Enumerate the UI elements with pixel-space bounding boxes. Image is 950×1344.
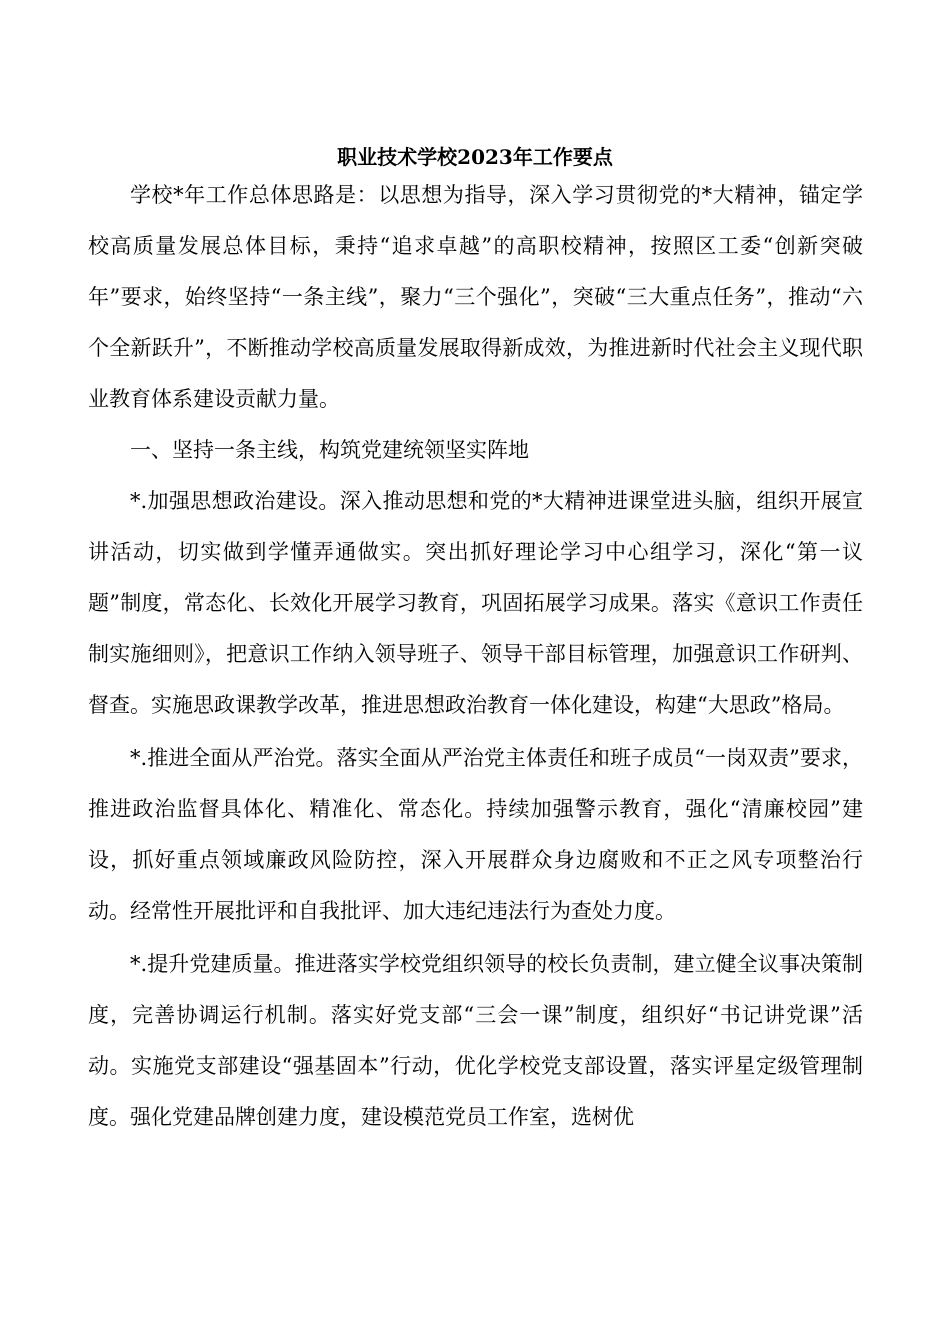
item-paragraph-3: *.提升党建质量。推进落实学校党组织领导的校长负责制，建立健全议事决策制度，完善协调运行机制。落实好党支部“三会一课”制度，组织好“书记讲党课”活动。实施党支部建设“强基固本”行动，优化学校党支部设置，落实评星定级管理制度。强化党建品牌创建力度，建设模范党员工作室，选树优 xyxy=(88,952,863,1129)
document-body xyxy=(88,170,863,1143)
item-paragraph-2: *.推进全面从严治党。落实全面从严治党主体责任和班子成员“一岗双责”要求，推进政治监督具体化、精准化、常态化。持续加强警示教育，强化“清廉校园”建设，抓好重点领域廉政风险防控，深入开展群众身边腐败和不正之风专项整治行动。经常性开展批评和自我批评、加大违纪违法行为查处力度。 xyxy=(88,746,863,923)
item-paragraph-1: *.加强思想政治建设。深入推动思想和党的*大精神进课堂进头脑，组织开展宣讲活动，切实做到学懂弄通做实。突出抓好理论学习中心组学习，深化“第一议题”制度，常态化、长效化开展学习教育，巩固拓展学习成果。落实《意识工作责任制实施细则》，把意识工作纳入领导班子、领导干部目标管理，加强意识工作研判、督查。实施思政课教学改革，推进思想政治教育一体化建设，构建“大思政”格局。 xyxy=(88,489,863,717)
document-title: 职业技术学校2023年工作要点 xyxy=(337,145,613,169)
section-heading-1: 一、坚持一条主线，构筑党建统领坚实阵地 xyxy=(130,438,529,462)
intro-paragraph: 学校*年工作总体思路是：以思想为指导，深入学习贯彻党的*大精神，锚定学校高质量发展总体目标，秉持“追求卓越”的高职校精神，按照区工委“创新突破年”要求，始终坚持“一条主线”，聚力“三个强化”，突破“三大重点任务”，推动“六个全新跃升”，不断推动学校高质量发展取得新成效，为推进新时代社会主义现代职业教育体系建设贡献力量。 xyxy=(88,183,863,411)
